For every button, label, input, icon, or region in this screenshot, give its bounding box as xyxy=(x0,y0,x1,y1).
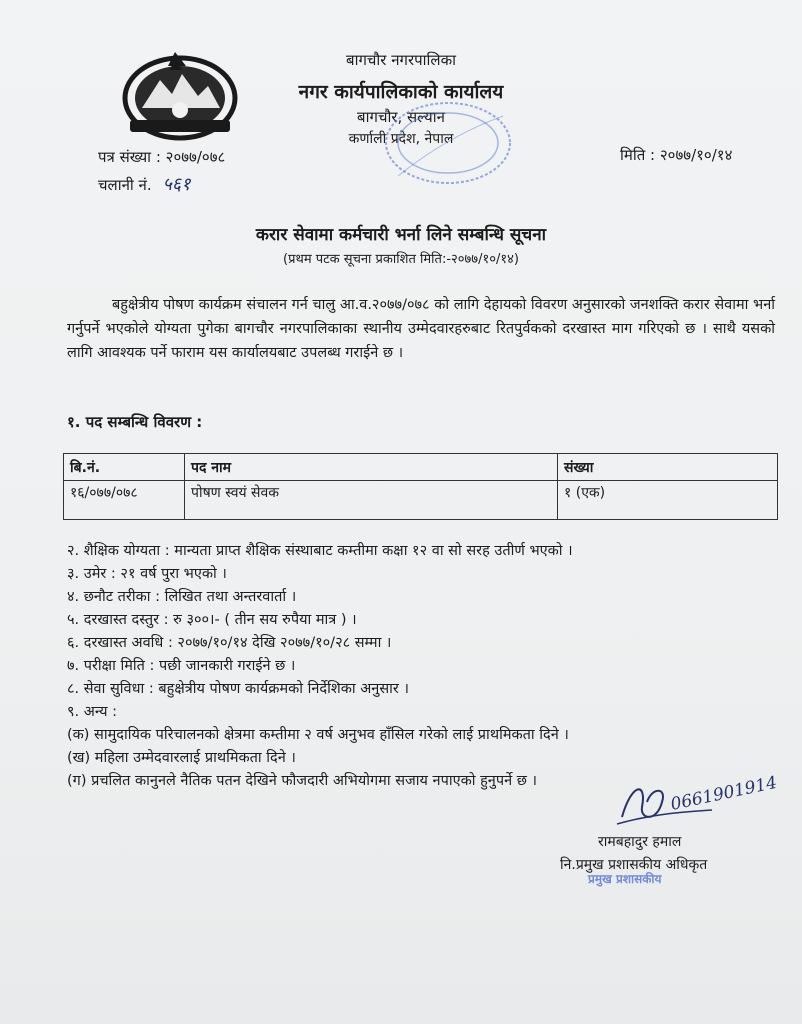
signatory-stamp: प्रमुख प्रशासकीय xyxy=(588,872,662,886)
reference-number: पत्र संख्या : २०७७/०७८ xyxy=(98,148,226,166)
dispatch-number xyxy=(98,172,191,196)
notice-body: बहुक्षेत्रीय पोषण कार्यक्रम संचालन गर्न चालु आ.व.२०७७/०७८ को लागि देहायको विवरण अनुसारको जनशक्ति करार सेवामा भर्ना गर्नुपर्ने भएकोले योग्यता पुगेका बागचौर नगरपालिकाका स्थानीय उम्मेदवारहरुबाट रितपुर्वकको दरखास्त माग गरिएको छ । साथै यसको लागि आवश्यक पर्ने फाराम यस कार्यालयबाट उपलब्ध गराईने छ । xyxy=(67,297,775,361)
cell-count: १ (एक) xyxy=(558,481,778,520)
cell-serial: १६/०७७/०७८ xyxy=(64,481,185,520)
list-item: (ग) प्रचलित कानुनले नैतिक पतन देखिने फौजदारी अभियोगमा सजाय नपाएको हुनुपर्ने छ । xyxy=(67,773,538,789)
notice-subtitle: (प्रथम पटक सूचना प्रकाशित मिति:-२०७७/१०/१४) xyxy=(283,252,519,267)
dispatch-label: चलानी नं. xyxy=(98,176,152,194)
post-table xyxy=(63,453,778,520)
list-item: ९. अन्य : xyxy=(67,704,118,720)
list-item: ८. सेवा सुविधा : बहुक्षेत्रीय पोषण कार्यक्रमको निर्देशिका अनुसार । xyxy=(67,681,409,697)
list-item: ३. उमेर : २१ वर्ष पुरा भएको । xyxy=(67,566,227,582)
notice-date: मिति : २०७७/१०/१४ xyxy=(620,146,733,164)
list-item: ४. छनौट तरीका : लिखित तथा अन्तरवार्ता । xyxy=(67,589,297,605)
table-row xyxy=(64,481,778,520)
office-name: नगर कार्यपालिकाको कार्यालय xyxy=(298,81,504,103)
list-item: ६. दरखास्त अवधि : २०७७/१०/१४ देखि २०७७/१०/२८ सम्मा । xyxy=(67,635,392,651)
col-count: संख्या xyxy=(558,454,778,481)
office-province: कर्णाली प्रदेश, नेपाल xyxy=(348,131,454,147)
details-list xyxy=(67,540,787,793)
signatory-title: नि.प्रमुख प्रशासकीय अधिकृत xyxy=(560,857,708,873)
list-item: ५. दरखास्त दस्तुर : रु ३००।- ( तीन सय रुपैया मात्र ) । xyxy=(67,612,357,628)
cell-post-name: पोषण स्वयं सेवक xyxy=(185,481,558,520)
municipality-name: बागचौर नगरपालिका xyxy=(346,51,456,69)
office-stamp-icon xyxy=(378,96,518,191)
list-item: ७. परीक्षा मिति : पछी जानकारी गराईने छ । xyxy=(67,658,296,674)
notice-title: करार सेवामा कर्मचारी भर्ना लिने सम्बन्धि सूचना xyxy=(255,225,547,245)
signature-date: 0661901914 xyxy=(668,772,779,815)
signatory-name: रामबहादुर हमाल xyxy=(598,834,682,850)
col-serial: बि.नं. xyxy=(64,454,185,481)
office-location: बागचौर, सल्यान xyxy=(357,108,445,126)
table-header-row xyxy=(64,454,778,481)
dispatch-value: ५६१ xyxy=(162,174,191,195)
list-item: (क) सामुदायिक परिचालनको क्षेत्रमा कम्तीमा २ वर्ष अनुभव हाँसिल गरेको लाई प्राथमिकता दिने । xyxy=(67,727,569,743)
list-item: (ख) महिला उम्मेदवारलाई प्राथमिकता दिने । xyxy=(67,750,296,766)
list-item: २. शैक्षिक योग्यता : मान्यता प्राप्त शैक्षिक संस्थाबाट कम्तीमा कक्षा १२ वा सो सरह उतीर्ण भएको । xyxy=(67,543,573,559)
section-heading: १. पद सम्बन्धि विवरण : xyxy=(67,413,203,431)
col-post-name: पद नाम xyxy=(185,454,558,481)
signature-icon xyxy=(612,772,792,832)
